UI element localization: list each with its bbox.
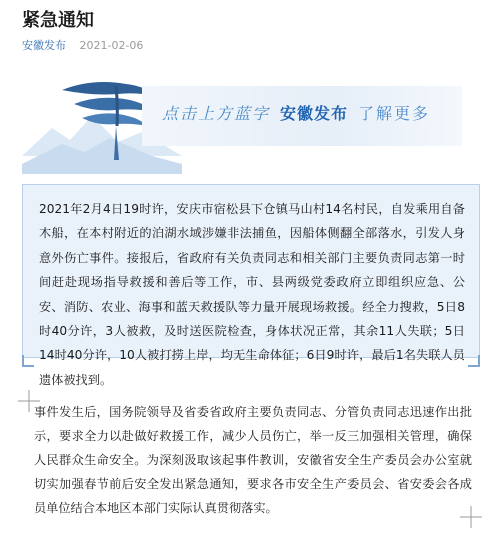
banner-account-name[interactable]: 安徽发布	[280, 103, 349, 123]
highlight-paragraph: 2021年2月4日19时许，安庆市宿松县下仓镇马山村14名村民，自发乘用自备木船，在本村附近的泊湖水域涉嫌非法捕鱼，因船体侧翻全部落水，引发人身意外伤亡事件。接报后，省政府有关负责同志和相关部门主要负责同志第一时间赶赴现场指导救援和善后等工作，市、县两级党委政府立即组织应急、公安、消防、农业、海事和蓝天救援队等力量开展现场救援。经全力搜救，5日8时40分许，3人被救，及时送医院检查，身体状况正常，其余11人失联；5日14时40分许，10人被打捞上岸，均无生命体征；6日9时许，最后1名失联人员遗体被找到。	[39, 202, 465, 387]
account-link[interactable]: 安徽发布	[22, 39, 66, 52]
banner-prefix: 点击上方蓝字	[162, 103, 271, 123]
cross-decoration-icon	[460, 506, 482, 528]
publish-date: 2021-02-06	[79, 39, 144, 52]
article-title: 紧急通知	[22, 10, 94, 31]
follow-banner[interactable]	[22, 56, 480, 174]
highlight-card	[22, 184, 480, 387]
corner-mark-left	[22, 355, 34, 367]
article-meta	[22, 37, 143, 53]
corner-mark-right	[468, 355, 480, 367]
banner-text[interactable]	[162, 100, 430, 124]
banner-suffix: 了解更多	[358, 103, 431, 123]
body-paragraph: 事件发生后，国务院领导及省委省政府主要负责同志、分管负责同志迅速作出批示，要求全力以赴做好救援工作，减少人员伤亡，举一反三加强相关管理，确保人民群众生命安全。为深刻汲取该起事件教训，安徽省安全生产委员会办公室就切实加强春节前后安全发出紧急通知，要求各市安全生产委员会、省安委会各成员单位结合本地区本部门实际认真贯彻落实。	[34, 405, 472, 515]
